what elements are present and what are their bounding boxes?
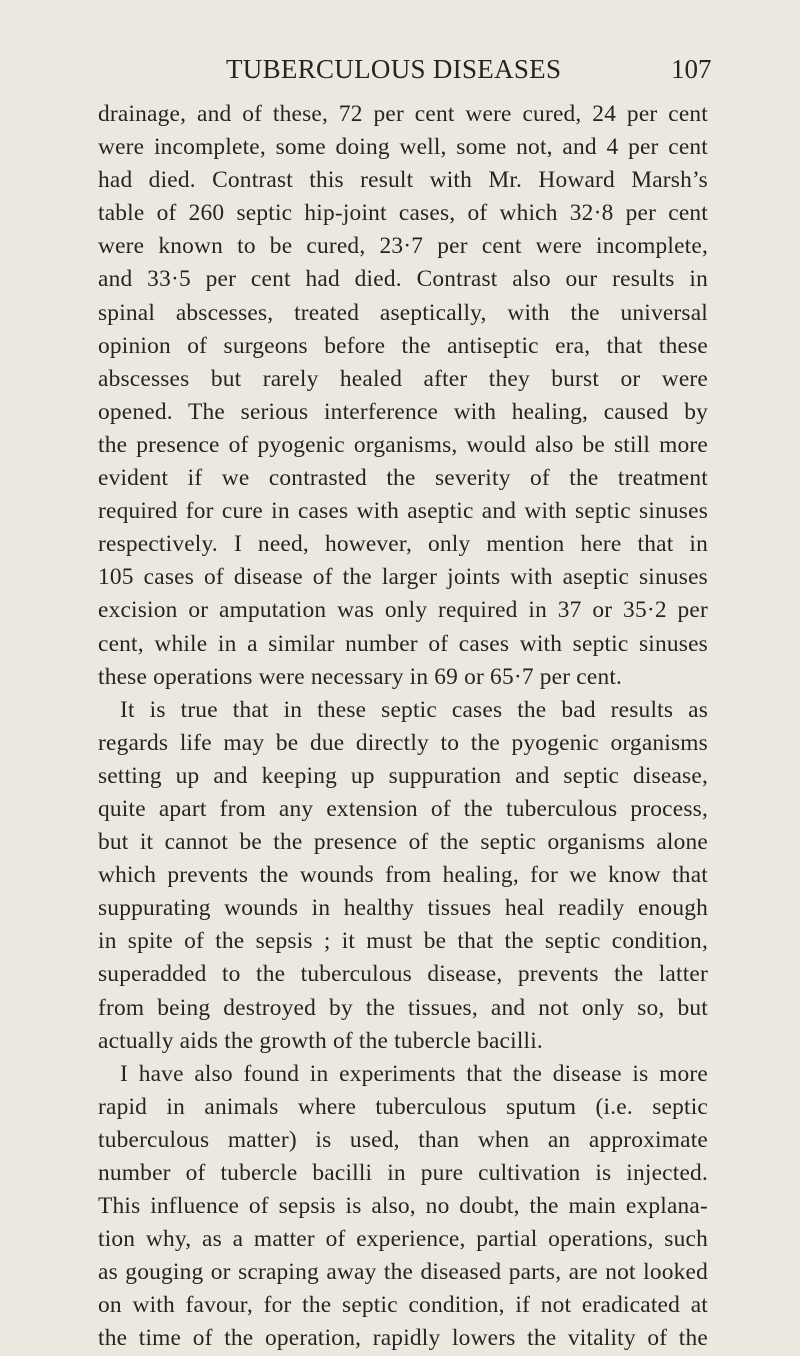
- text-line: number of tubercle bacilli in pure cultivation is injected.: [98, 1160, 708, 1186]
- text-line: as gouging or scraping away the diseased parts, are not looked: [98, 1259, 708, 1286]
- text-line: setting up and keeping up suppuration and septic disease,: [98, 762, 708, 789]
- page-header: [0, 54, 800, 94]
- text-line: from being destroyed by the tissues, and not only so, but: [98, 994, 708, 1021]
- text-line: and 33·5 per cent had died. Contrast also our results in: [98, 266, 708, 293]
- text-line: tion why, as a matter of experience, partial operations, such: [98, 1226, 708, 1253]
- text-line: It is true that in these septic cases the bad results as: [120, 696, 708, 723]
- text-line: actually aids the growth of the tubercle bacilli.: [98, 1027, 543, 1054]
- text-line: on with favour, for the septic condition, if not eradicated at: [98, 1292, 708, 1319]
- text-line: superadded to the tuberculous disease, prevents the latter: [98, 961, 708, 988]
- text-line: opened. The serious interference with healing, caused by: [98, 398, 708, 425]
- text-line: suppurating wounds in healthy tissues heal readily enough: [98, 895, 708, 922]
- text-line: drainage, and of these, 72 per cent were cured, 24 per cent: [98, 101, 708, 127]
- text-line: had died. Contrast this result with Mr. Howard Marsh’s: [98, 167, 708, 194]
- body-text: [98, 98, 708, 1356]
- text-line: the time of the operation, rapidly lowers the vitality of the: [98, 1325, 708, 1352]
- text-line: tuberculous matter) is used, than when an approximate: [98, 1126, 708, 1153]
- text-line: but it cannot be the presence of the septic organisms alone: [98, 829, 708, 856]
- text-line: table of 260 septic hip-joint cases, of which 32·8 per cent: [98, 200, 708, 227]
- text-line: quite apart from any extension of the tuberculous process,: [98, 795, 708, 822]
- text-line: cent, while in a similar number of cases with septic sinuses: [98, 630, 708, 657]
- text-line: were known to be cured, 23·7 per cent were incomplete,: [98, 233, 708, 260]
- text-line: the presence of pyogenic organisms, would also be still more: [98, 431, 708, 458]
- text-line: abscesses but rarely healed after they burst or were: [98, 365, 708, 392]
- text-line: these operations were necessary in 69 or 65·7 per cent.: [98, 663, 623, 690]
- text-line: opinion of surgeons before the antiseptic era, that these: [98, 332, 708, 359]
- text-line: I have also found in experiments that the disease is more: [120, 1060, 708, 1087]
- text-line: spinal abscesses, treated aseptically, with the universal: [98, 299, 708, 326]
- text-line: 105 cases of disease of the larger joints with aseptic sinuses: [98, 564, 708, 591]
- text-line: which prevents the wounds from healing, for we know that: [98, 862, 708, 889]
- text-line: regards life may be due directly to the pyogenic organisms: [98, 729, 708, 756]
- running-head: TUBERCULOUS DISEASES: [226, 54, 562, 84]
- text-line: in spite of the sepsis ; it must be that the septic condition,: [98, 928, 708, 955]
- text-line: required for cure in cases with aseptic and with septic sinuses: [98, 498, 708, 525]
- text-line: rapid in animals where tuberculous sputum (i.e. septic: [98, 1093, 708, 1120]
- text-line: evident if we contrasted the severity of the treatment: [98, 465, 708, 492]
- page-number: 107: [671, 54, 712, 84]
- text-line: were incomplete, some doing well, some not, and 4 per cent: [98, 134, 708, 161]
- text-line: excision or amputation was only required in 37 or 35·2 per: [98, 597, 708, 624]
- text-line: respectively. I need, however, only mention here that in: [98, 531, 708, 558]
- text-line: This influence of sepsis is also, no doubt, the main explana-: [98, 1193, 708, 1220]
